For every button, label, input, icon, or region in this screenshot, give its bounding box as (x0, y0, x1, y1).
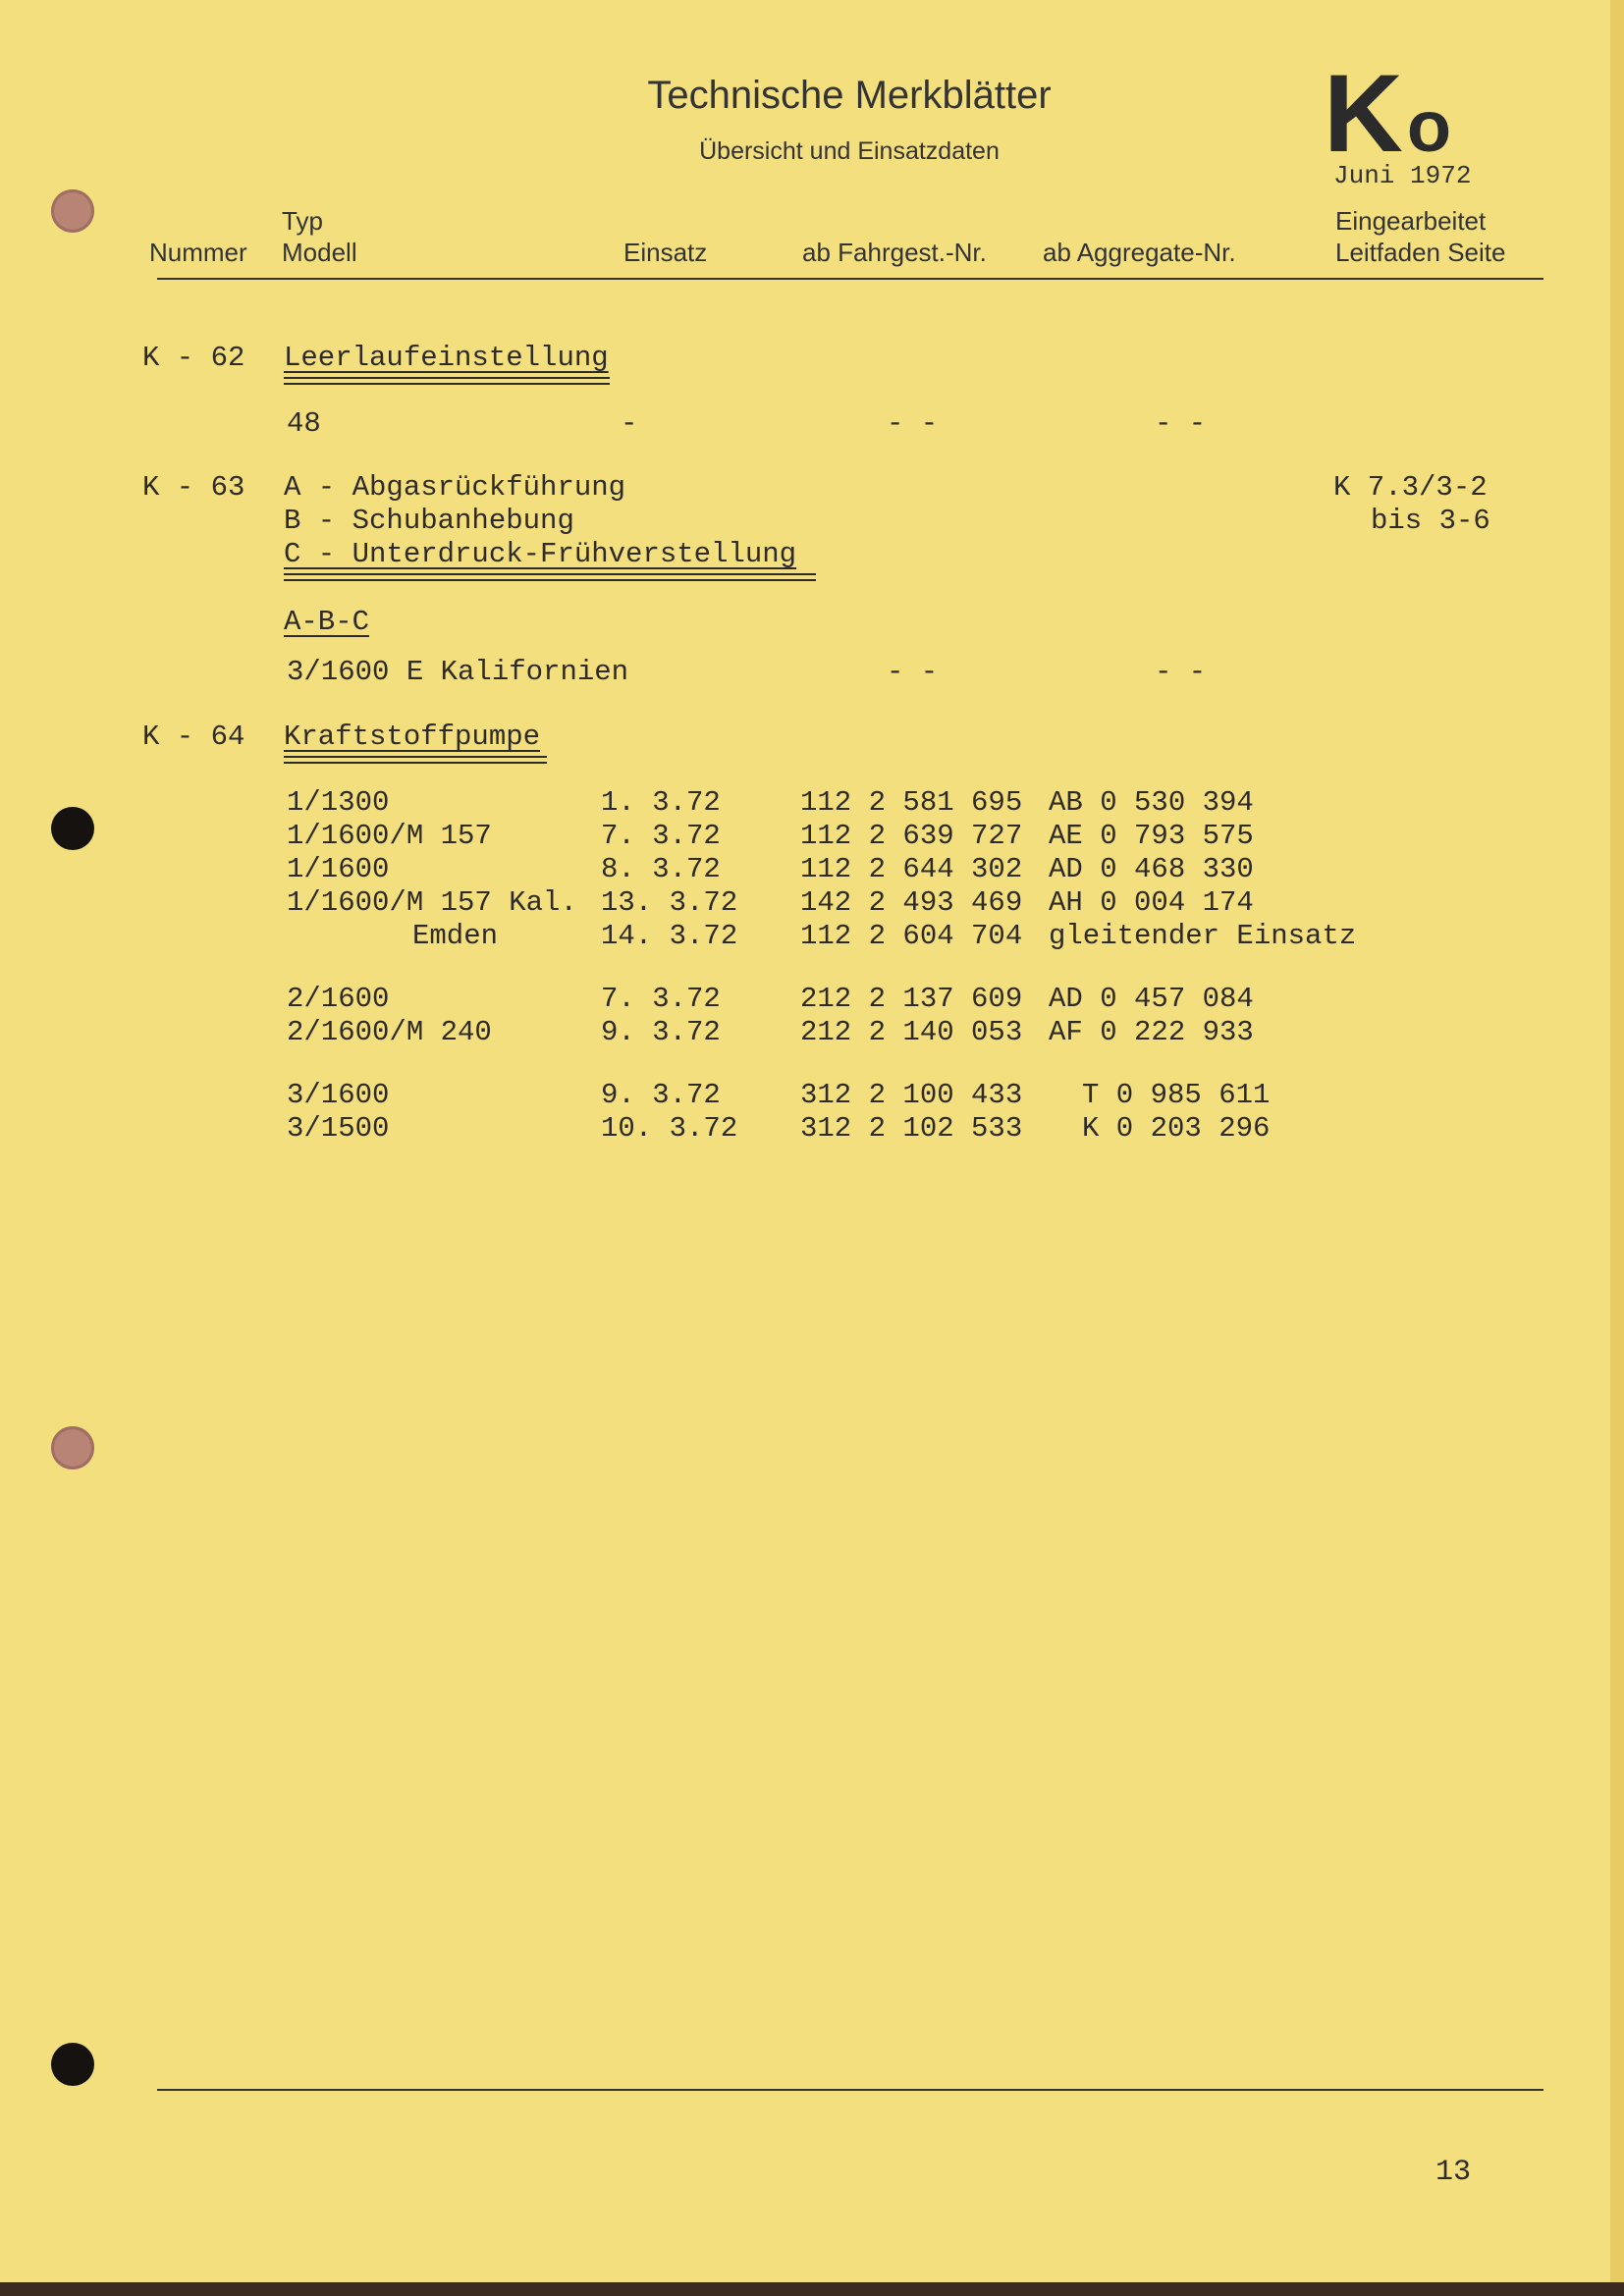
col-header-leitfaden: Leitfaden Seite (1335, 238, 1506, 267)
table-cell-fahrgest: 112 2 604 704 (800, 920, 1023, 952)
punch-hole (51, 807, 94, 850)
table-cell-modell: 2/1600 (287, 983, 390, 1015)
page-number: 13 (1435, 2156, 1472, 2189)
bottom-edge (0, 2282, 1624, 2296)
header-rule (157, 278, 1543, 280)
table-cell-modell: 1/1300 (287, 786, 390, 819)
document-title: Technische Merkblätter (647, 74, 1052, 117)
table-cell-aggregate: AD 0 468 330 (1049, 853, 1254, 885)
punch-hole (51, 1426, 94, 1469)
table-cell-fahrgest: 212 2 137 609 (800, 983, 1023, 1015)
table-cell-einsatz: - (621, 407, 638, 440)
col-header-eingearbeitet: Eingearbeitet (1335, 206, 1487, 236)
leitfaden-ref: K 7.3/3-2 (1333, 471, 1488, 504)
table-cell-fahrgest: 112 2 639 727 (800, 820, 1023, 852)
table-cell-aggregate: K 0 203 296 (1082, 1112, 1271, 1145)
table-cell-aggregate: - - (1155, 656, 1207, 688)
table-cell-einsatz: 7. 3.72 (601, 983, 721, 1015)
table-cell-fahrgest: 212 2 140 053 (800, 1016, 1023, 1048)
table-cell-einsatz: 10. 3.72 (601, 1112, 738, 1145)
table-cell-modell: 1/1600 (287, 853, 390, 885)
table-cell-einsatz: 13. 3.72 (601, 886, 738, 919)
section-line: B - Schubanhebung (284, 505, 574, 537)
section-title: Leerlaufeinstellung (284, 342, 609, 374)
leitfaden-ref: bis 3-6 (1371, 505, 1490, 537)
table-cell-aggregate: AH 0 004 174 (1049, 886, 1254, 919)
table-cell-modell: 3/1600 E Kalifornien (287, 656, 629, 688)
subheading: A-B-C (284, 606, 370, 638)
table-cell-modell: 2/1600/M 240 (287, 1016, 492, 1048)
table-cell-modell: 1/1600/M 157 (287, 820, 492, 852)
table-cell-einsatz: 9. 3.72 (601, 1016, 721, 1048)
section-line: A - Abgasrückführung (284, 471, 626, 504)
table-cell-aggregate: T 0 985 611 (1082, 1079, 1271, 1111)
table-cell-modell: 1/1600/M 157 Kal. (287, 886, 577, 919)
table-cell-aggregate: AE 0 793 575 (1049, 820, 1254, 852)
page-edge (1610, 0, 1624, 2296)
table-cell-modell: 48 (287, 407, 321, 440)
logo-letter-small: o (1406, 85, 1452, 167)
table-cell-fahrgest: - - (887, 656, 939, 688)
table-cell-fahrgest: 112 2 581 695 (800, 786, 1023, 819)
document-date: Juni 1972 (1333, 161, 1472, 190)
double-underline (284, 377, 610, 385)
table-cell-aggregate: gleitender Einsatz (1049, 920, 1357, 952)
table-cell-fahrgest: 312 2 102 533 (800, 1112, 1023, 1145)
logo-letter: K (1324, 52, 1403, 175)
table-cell-einsatz: 9. 3.72 (601, 1079, 721, 1111)
section-line: C - Unterdruck-Frühverstellung (284, 538, 797, 570)
punch-hole (51, 189, 94, 233)
table-cell-modell: 3/1500 (287, 1112, 390, 1145)
document-subtitle: Übersicht und Einsatzdaten (699, 137, 1000, 165)
section-logo (1324, 52, 1452, 176)
col-header-nummer: Nummer (149, 238, 247, 267)
section-number: K - 63 (142, 471, 245, 504)
col-header-typ: Typ (282, 206, 323, 236)
col-header-modell: Modell (282, 238, 357, 267)
table-cell-aggregate: AB 0 530 394 (1049, 786, 1254, 819)
table-cell-aggregate: AF 0 222 933 (1049, 1016, 1254, 1048)
section-number: K - 62 (142, 342, 245, 374)
table-cell-modell: 3/1600 (287, 1079, 390, 1111)
col-header-aggregate: ab Aggregate-Nr. (1043, 238, 1236, 267)
double-underline (284, 756, 547, 764)
table-cell-modell: Emden (412, 920, 499, 952)
table-cell-einsatz: 14. 3.72 (601, 920, 738, 952)
punch-hole (51, 2043, 94, 2086)
table-cell-fahrgest: 142 2 493 469 (800, 886, 1023, 919)
table-cell-aggregate: AD 0 457 084 (1049, 983, 1254, 1015)
col-header-fahrgest: ab Fahrgest.-Nr. (802, 238, 987, 267)
section-title: Kraftstoffpumpe (284, 721, 541, 753)
table-cell-fahrgest: 312 2 100 433 (800, 1079, 1023, 1111)
col-header-einsatz: Einsatz (623, 238, 708, 267)
table-cell-einsatz: 7. 3.72 (601, 820, 721, 852)
double-underline (284, 573, 816, 581)
table-cell-fahrgest: - - (887, 407, 939, 440)
section-number: K - 64 (142, 721, 245, 753)
table-cell-aggregate: - - (1155, 407, 1207, 440)
table-cell-einsatz: 1. 3.72 (601, 786, 721, 819)
table-cell-fahrgest: 112 2 644 302 (800, 853, 1023, 885)
footer-rule (157, 2089, 1543, 2091)
table-cell-einsatz: 8. 3.72 (601, 853, 721, 885)
